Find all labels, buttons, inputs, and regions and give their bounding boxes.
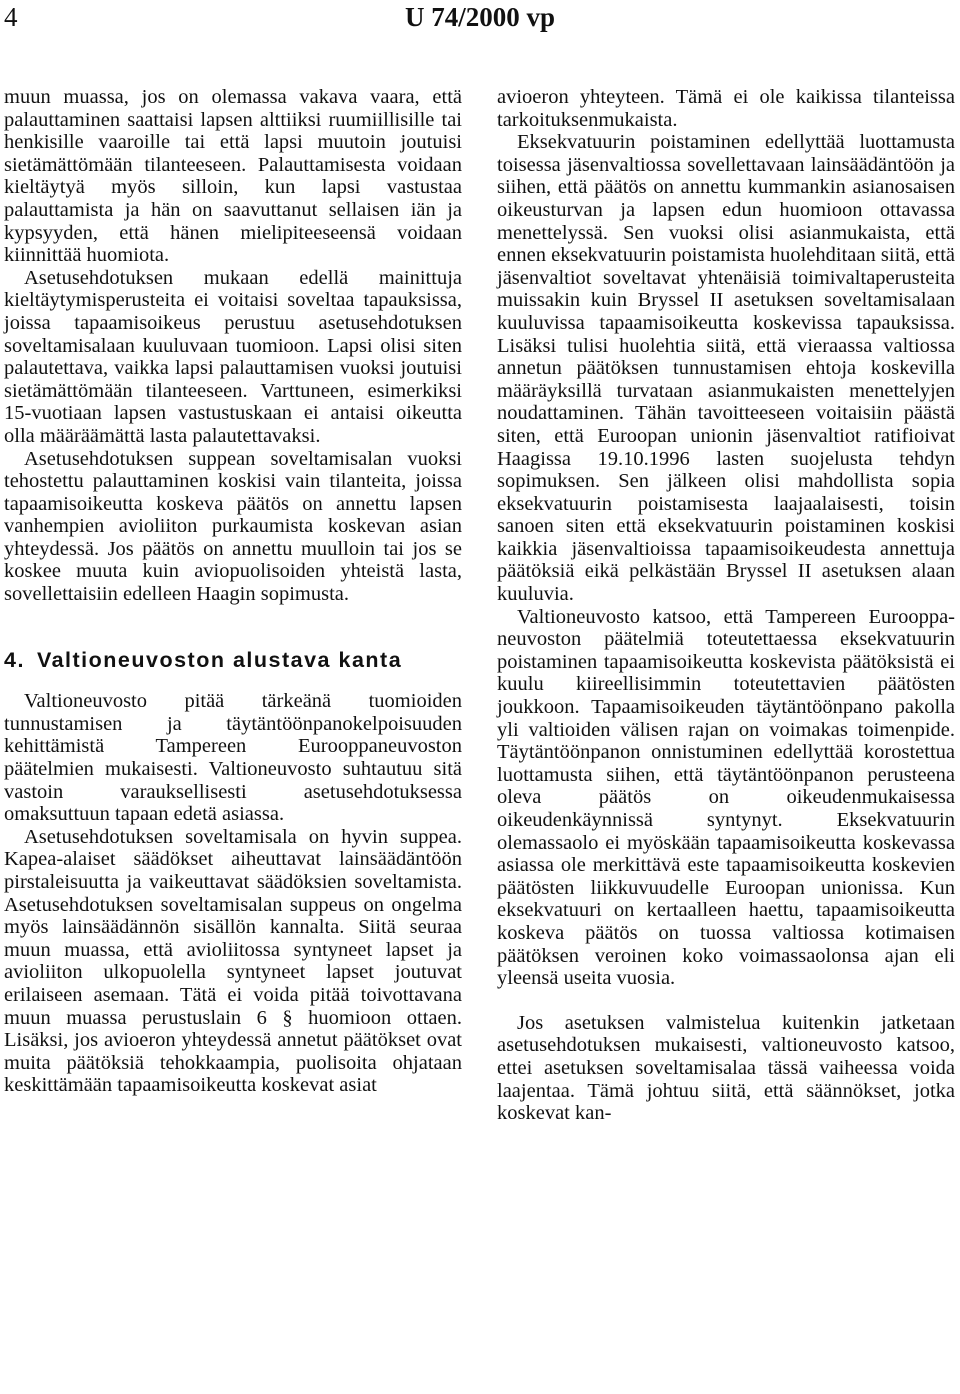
paragraph: Asetusehdotuksen suppean soveltamisalan vuoksi tehostettu palauttaminen koskisi vain tilanteita, joissa tapaamisoikeutta koskeva päätös on annettu lapsen vanhempien avioliiton purkaumista koskevan asian yhteydessä. Jos päätös on annettu muulloin tai jos se koskee muuta kuin aviopuolisoiden yhteistä lasta, sovellettaisiin edelleen Haagin sopimusta.: [4, 447, 462, 606]
section-number: 4.: [4, 647, 25, 672]
paragraph: Valtioneuvosto katsoo, että Tampereen Eurooppa-neuvoston päätelmiä toteutettaessa eksekvatuurin poistaminen tapaamisoikeutta koskevista päätöksistä ei kuulu kiireellisimmin toteutettavien päätösten joukkoon. Tapaamisoikeuden täytäntöönpano pakolla yli valtioiden välisen rajan on voimakas toimenpide. Täytäntöönpanon onnistuminen edellyttää korostettua luottamusta siihen, että täytäntöönpanon perusteena oleva päätös on oikeudenmukaisessa oikeudenkäynnissä syntynyt. Eksekvatuurin olemassaolo ei myöskään tapaamisoikeutta koskevassa asiassa ole merkittävä este tapaamisoikeutta koskevien päätösten liikkuvuudelle Euroopan unionissa. Kun eksekvatuuri on kertaalleen haettu, tapaamisoikeutta koskeva päätös on tuossa valtiossa kotimaisen päätöksen veroinen koko voimassaolonsa ajan eli yleensä useita vuosia.: [497, 605, 955, 990]
paragraph: avioeron yhteyteen. Tämä ei ole kaikissa tilanteissa tarkoituksenmukaista.: [497, 86, 955, 131]
left-column: [4, 86, 462, 1097]
section-title: Valtioneuvoston alustava kanta: [36, 647, 403, 672]
page-number: 4: [4, 2, 18, 32]
right-column: [497, 86, 955, 1125]
paragraph: muun muassa, jos on olemassa vakava vaara, että palauttaminen saattaisi lapsen alttiiksi ruumiillisille tai henkisille vaaroille tai että lapsi muutoin joutuisi sietämättömään tilanteeseen. Palauttamisesta voidaan kieltäytyä myös silloin, kun lapsi vastustaa palauttamista ja hän on saavuttanut sellaisen iän ja kypsyyden, että hänen mielipiteeseensä voidaan kiinnittää huomiota.: [4, 86, 462, 267]
section-heading: [4, 649, 462, 672]
paragraph: Asetusehdotuksen mukaan edellä mainittuja kieltäytymisperusteita ei voitaisi soveltaa tapauksissa, joissa tapaamisoikeus perustuu asetusehdotuksen soveltamisalaan kuuluvaan tuomioon. Lapsi olisi siten palautettava, vaikka lapsi palauttamisen vuoksi joutuisi sietämättömään tilanteeseen. Varttuneen, esimerkiksi 15-vuotiaan lapsen vastustuskaan ei antaisi oikeutta olla määräämättä lasta palautettavaksi.: [4, 266, 462, 447]
paragraph: Eksekvatuurin poistaminen edellyttää luottamusta toisessa jäsenvaltiossa sovellettavaan lainsäädäntöön ja siihen, että päätös on annettu kummankin asianosaisen oikeusturvan ja lapsen edun huomioon ottavassa menettelyssä. Sen vuoksi olisi asianmukaista, että ennen eksekvatuurin poistamista huolehditaan siitä, että jäsenvaltiot soveltavat yhtenäisiä toimivaltaperusteita muissakin kuin Bryssel II asetuksen soveltamisalaan kuuluvissa tapaamisoikeutta koskevissa tapauksissa. Lisäksi tulisi huolehtia siitä, että vieraassa valtiossa annetun päätöksen tunnustamisen ehtoja koskevilla määräyksillä turvataan asianmukaisten menettelyjen noudattaminen. Tähän tavoitteeseen voitaisiin päästä siten, että Euroopan unionin jäsenvaltiot ratifioivat Haagissa 19.10.1996 lasten suojelusta tehdyn sopimuksen. Sen jälkeen olisi mahdollista sopia eksekvatuurin poistamisesta laajaalaisesti, toisin sanoen siten että eksekvatuurin poistaminen koskisi kaikkia jäsenvaltioissa tapaamisoikeudesta annettuja päätöksiä eikä pelkästään Bryssel II asetuksen alaan kuuluvia.: [497, 131, 955, 606]
paragraph: Jos asetuksen valmistelua kuitenkin jatketaan asetusehdotuksen mukaisesti, valtioneuvosto katsoo, ettei asetuksen soveltamisalaa tässä vaiheessa voida laajentaa. Tämä johtuu siitä, että säännökset, jotka koskevat kan-: [497, 1011, 955, 1125]
paragraph: Valtioneuvosto pitää tärkeänä tuomioiden tunnustamisen ja täytäntöönpanokelpoisuuden kehittämistä Tampereen Eurooppaneuvoston päätelmien mukaisesti. Valtioneuvosto suhtautuu sitä vastoin varauksellisesti asetusehdotuksessa omaksuttuun tapaan edetä asiassa.: [4, 690, 462, 826]
paragraph: Asetusehdotuksen soveltamisala on hyvin suppea. Kapea-alaiset säädökset aiheuttavat lainsäädäntöön pirstaleisuutta ja vaikeuttavat säädöksien soveltamista. Asetusehdotuksen soveltamisalan suppeus on ongelma myös lainsäädännön sisällön kannalta. Siitä seuraa muun muassa, että avioliitossa syntyneet lapset ja avioliiton ulkopuolella syntyneet lapset joutuvat erilaiseen asemaan. Tätä ei voida pitää toivottavana muun muassa perustuslain 6 § huomioon ottaen. Lisäksi, jos avioeron yhteydessä annetut päätökset ovat muita päätöksiä tehokkaampia, puolisoita ohjataan keskittämään tapaamisoikeutta koskevat asiat: [4, 825, 462, 1097]
document-id: U 74/2000 vp: [404, 2, 556, 32]
